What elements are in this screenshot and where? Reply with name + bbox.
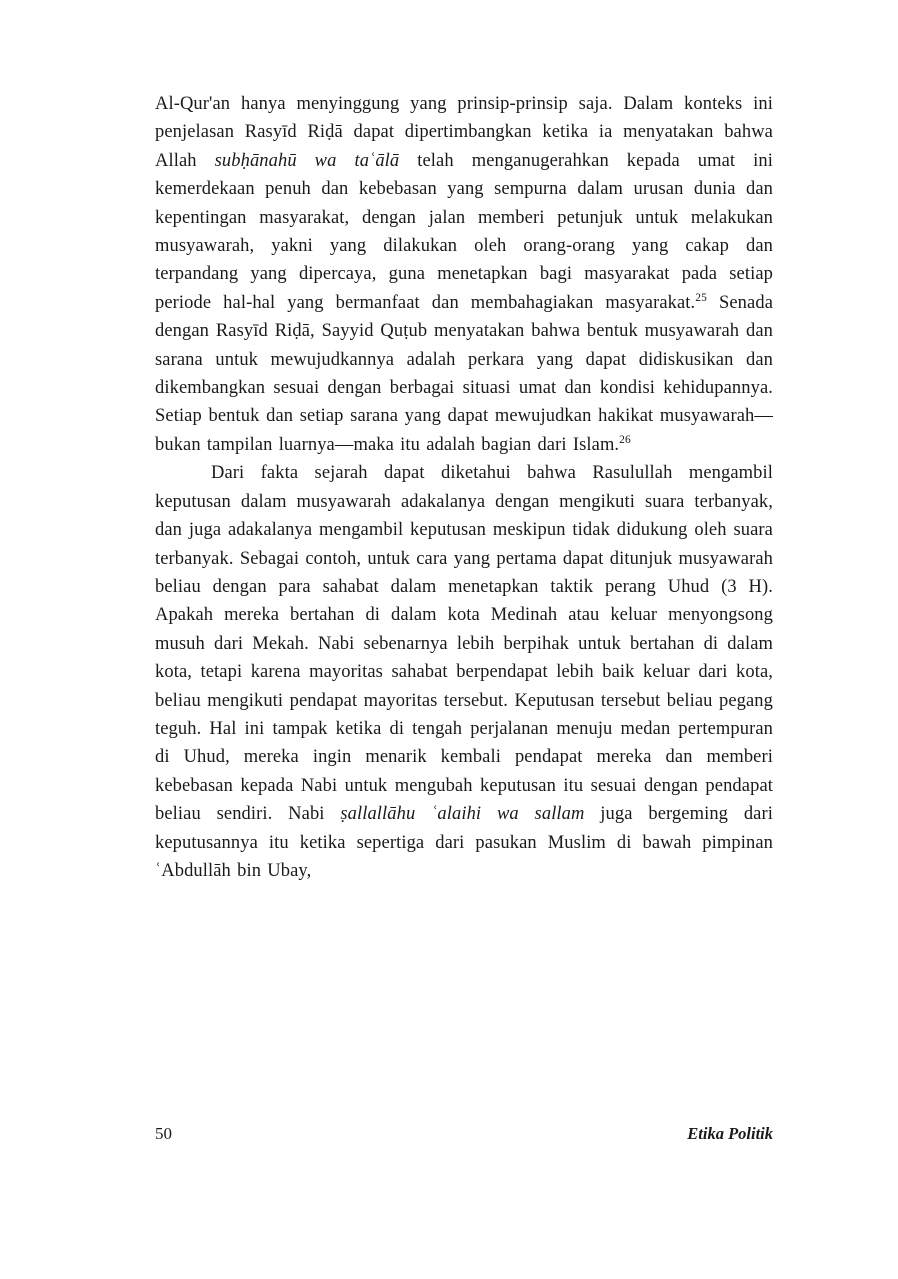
running-title: Etika Politik xyxy=(687,1124,773,1143)
text-segment: juga bergeming dari keputusannya itu ketika sepertiga dari pasukan Muslim di bawah pimpinan ʿAbdullāh bin Ubay, xyxy=(155,804,773,881)
page-footer xyxy=(155,1124,773,1144)
italic-phrase-sallallahu-alaihi-wa-sallam: ṣallallāhu ʿalaihi wa sallam xyxy=(340,804,585,825)
paragraph-2 xyxy=(155,459,773,885)
paragraph-1 xyxy=(155,90,773,459)
text-segment: Al-Qur'an hanya menyinggung yang prinsip-prinsip saja. Dalam konteks ini penjelasan Rasyīd Riḍā dapat dipertimbangkan ketika ia menyatakan bahwa Allah xyxy=(155,94,773,171)
footnote-ref-25: 25 xyxy=(695,291,707,304)
italic-phrase-subhanahu-wa-taala: subḥānahū wa taʿālā xyxy=(214,150,400,171)
page-number: 50 xyxy=(155,1124,172,1143)
body-text-block xyxy=(155,90,773,885)
footnote-ref-26: 26 xyxy=(619,433,631,446)
text-segment: telah menganugerahkan kepada umat ini kemerdekaan penuh dan kebebasan yang sempurna dalam urusan dunia dan kepentingan masyarakat, dengan jalan memberi petunjuk untuk melakukan musyawarah, yakni yang dilakukan oleh orang-orang yang cakap dan terpandang yang dipercaya, guna menetapkan bagi masyarakat pada setiap periode hal-hal yang bermanfaat dan membahagiakan masyarakat. xyxy=(155,150,773,313)
text-segment: Dari fakta sejarah dapat diketahui bahwa Rasulullah mengambil keputusan dalam musyawarah adakalanya dengan mengikuti suara terbanyak, dan juga adakalanya mengambil keputusan meskipun tidak didukung oleh suara terbanyak. Sebagai contoh, untuk cara yang pertama dapat ditunjuk musyawarah beliau dengan para sahabat dalam menetapkan taktik perang Uhud (3 H). Apakah mereka bertahan di dalam kota Medinah atau keluar menyongsong musuh dari Mekah. Nabi sebenarnya lebih berpihak untuk bertahan di dalam kota, tetapi karena mayoritas sahabat berpendapat lebih baik keluar dari kota, beliau mengikuti pendapat mayoritas tersebut. Keputusan tersebut beliau pegang teguh. Hal ini tampak ketika di tengah perjalanan menuju medan pertempuran di Uhud, mereka ingin menarik kembali pendapat mereka dan memberi kebebasan kepada Nabi untuk mengubah keputusan itu sesuai dengan pendapat beliau sendiri. Nabi xyxy=(155,463,773,825)
text-segment: Senada dengan Rasyīd Riḍā, Sayyid Quṭub menyatakan bahwa bentuk musyawarah dan sarana untuk mewujudkannya adalah perkara yang dapat didiskusikan dan dikembangkan sesuai dengan berbagai situasi umat dan kondisi kehidupannya. Setiap bentuk dan setiap sarana yang dapat mewujudkan hakikat musyawarah—bukan tampilan luarnya—maka itu adalah bagian dari Islam. xyxy=(155,292,774,455)
